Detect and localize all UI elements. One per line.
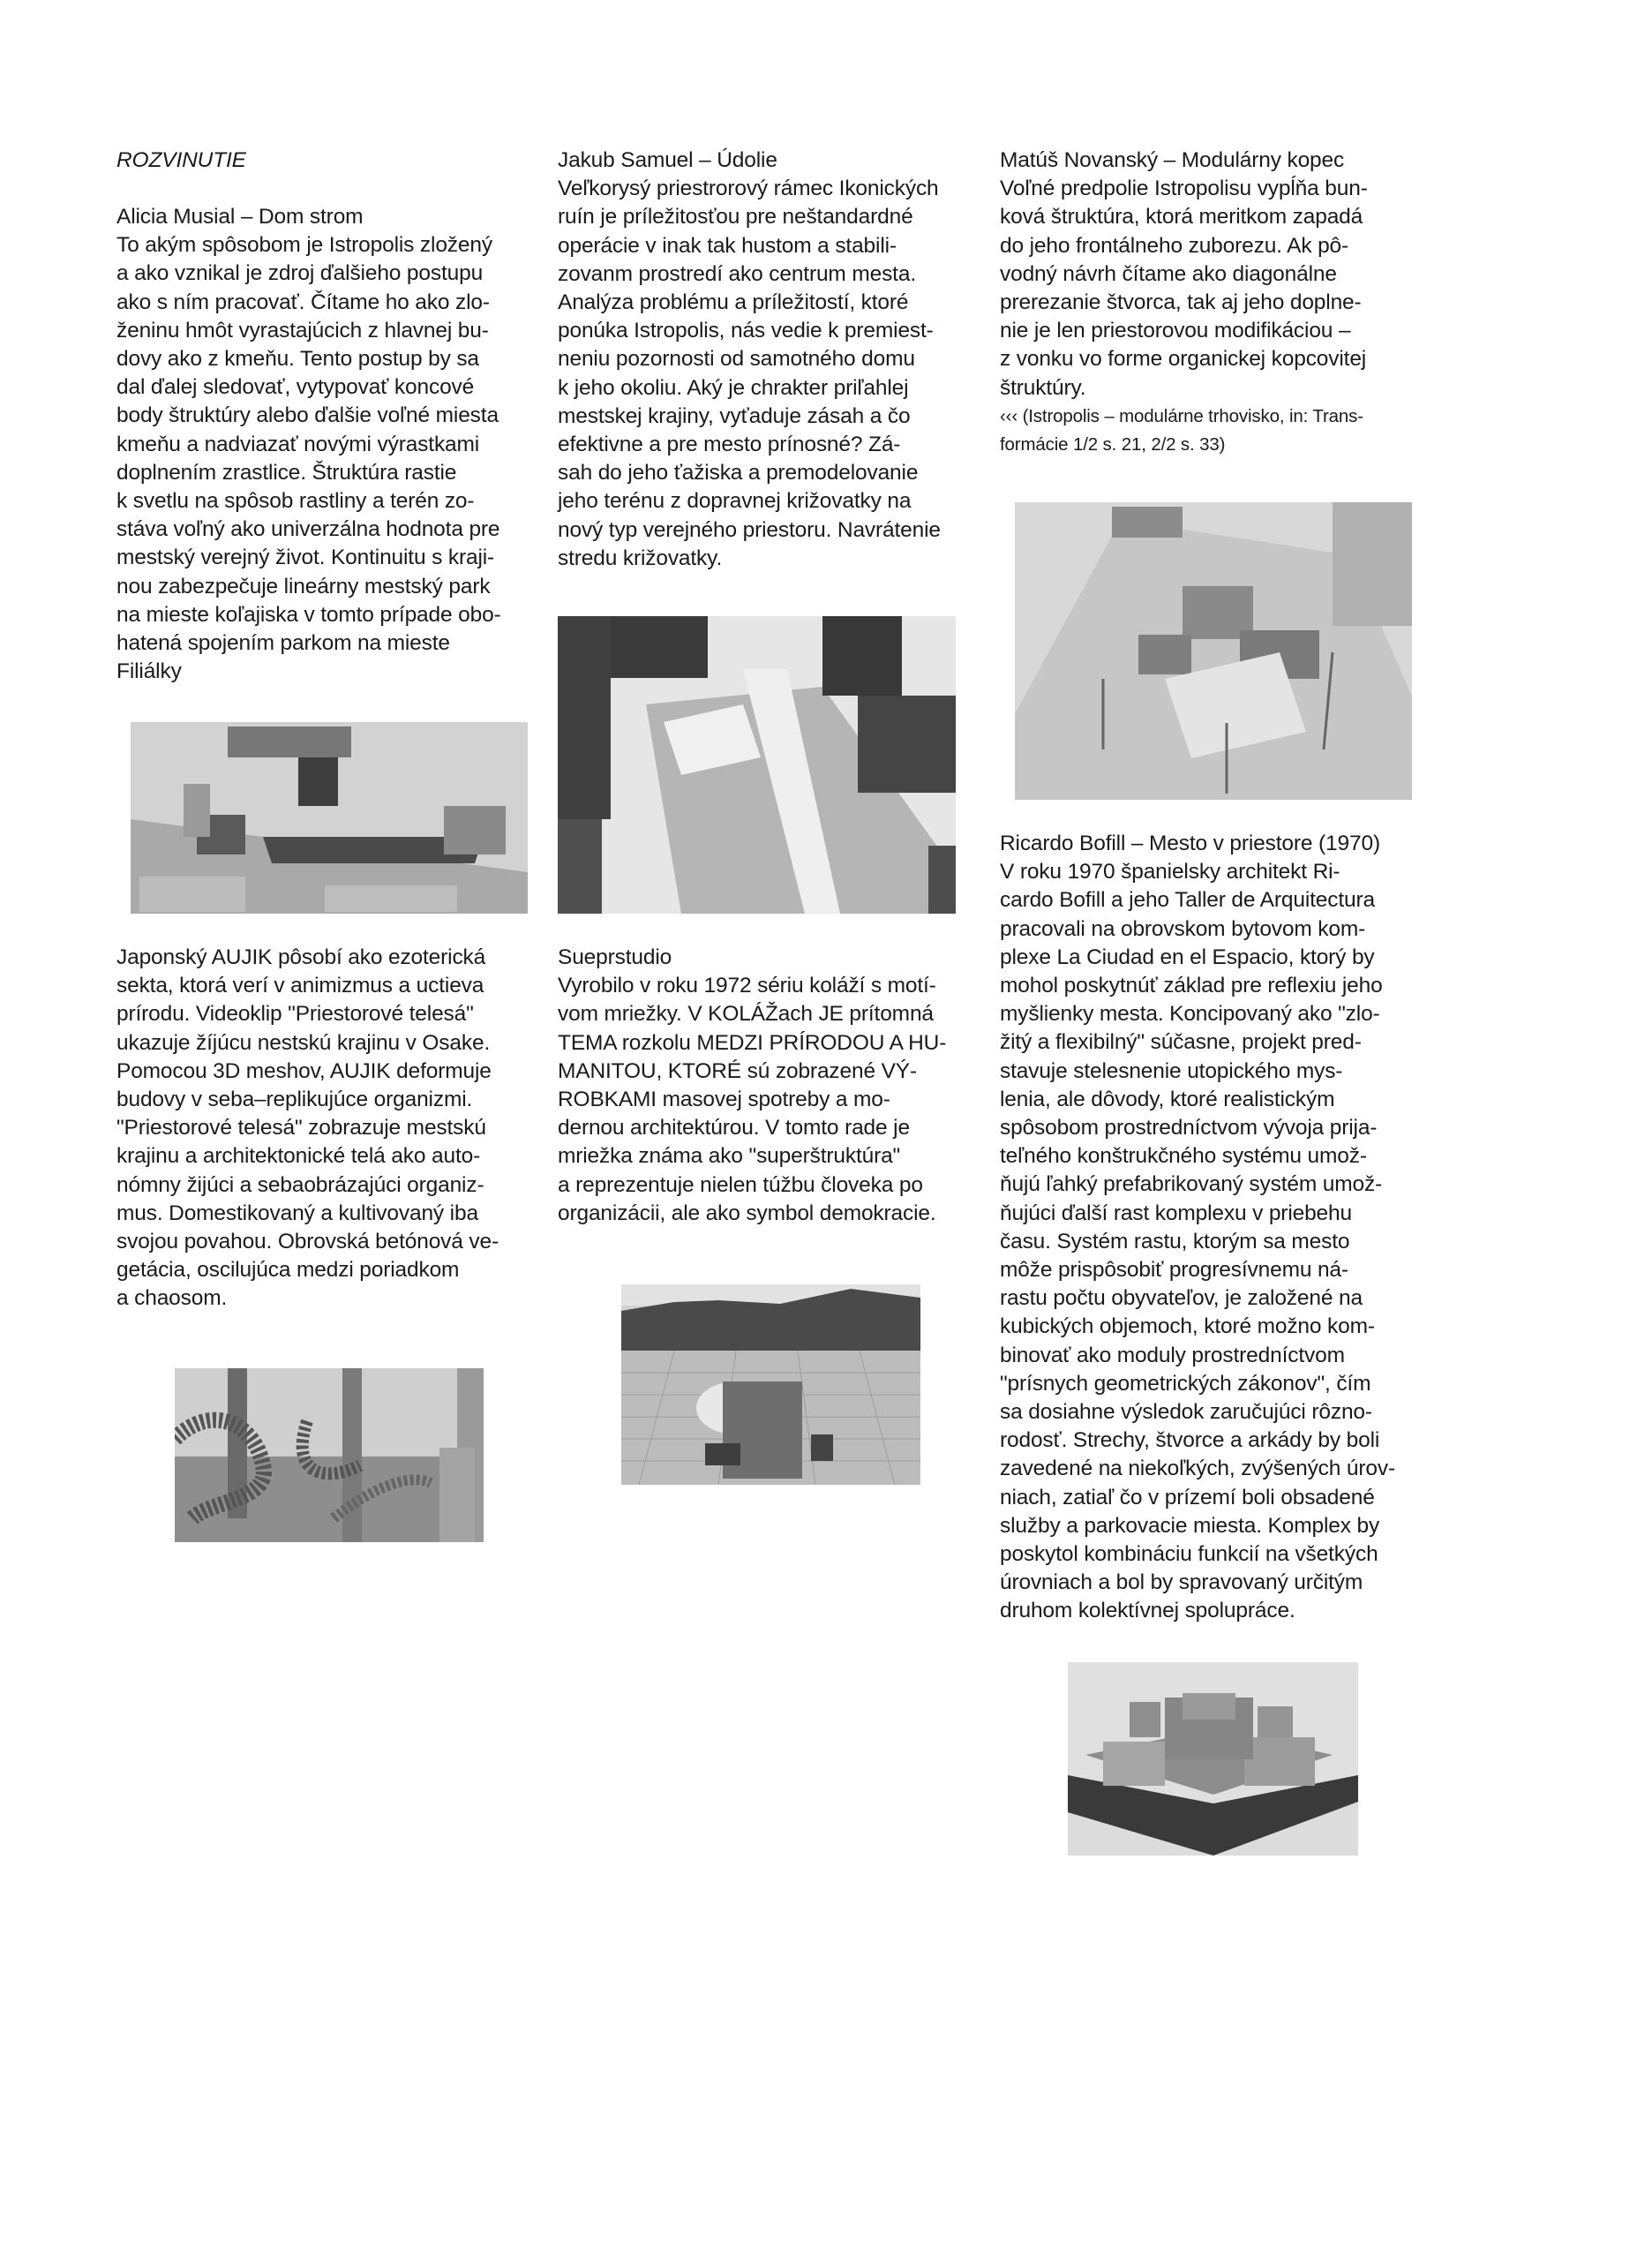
article-line: úrovniach a bol by spravovaný určitým: [1000, 1570, 1363, 1595]
article-line: ukazuje žíjúcu nestskú krajinu v Osake.: [116, 1030, 491, 1055]
article-line: rodosť. Strechy, štvorce a arkády by boli: [1000, 1428, 1380, 1453]
article-line: pracovali na obrovskom bytovom kom-: [1000, 916, 1366, 941]
article-line: ROBKAMI masovej spotreby a mo-: [558, 1088, 890, 1112]
article-line: dernou architektúrou. V tomto rade je: [558, 1116, 910, 1141]
article-line: stredu križovatky.: [558, 546, 723, 570]
figure-aujik-still: [175, 1368, 484, 1542]
article-line: vom mriežky. V KOLÁŽach JE prítomná: [558, 1002, 934, 1027]
article-line: a chaosom.: [116, 1286, 228, 1311]
article-line: ponúka Istropolis, nás vedie k premiest-: [558, 319, 934, 343]
article-line: operácie v inak tak hustom a stabili-: [558, 233, 897, 258]
reference-line: ‹‹‹ (Istropolis – modulárne trhovisko, in: Trans-: [1000, 405, 1363, 426]
article-line: plexe La Ciudad en el Espacio, ktorý by: [1000, 945, 1375, 969]
article-line: cardo Bofill a jeho Taller de Arquitectura: [1000, 888, 1375, 913]
article-line: niach, zatiaľ čo v prízemí boli obsadené: [1000, 1485, 1375, 1509]
article-line: TEMA rozkolu MEDZI PRÍRODOU A HU-: [558, 1030, 947, 1055]
article-line: myšlienky mesta. Koncipovaný ako "zlo-: [1000, 1002, 1380, 1027]
article-title: Matúš Novanský – Modulárny kopec: [1000, 148, 1345, 172]
modularny-kopec-model-photo-image: [1015, 502, 1412, 800]
article-line: doplnením zrastlice. Štruktúra rastie: [116, 460, 457, 485]
article-line: sa dosiahne výsledok zaručujúci rôzno-: [1000, 1400, 1372, 1425]
article-line: ženinu hmôt vyrastajúcich z hlavnej bu-: [116, 318, 489, 343]
article-line: teľného konštrukčného systému umož-: [1000, 1144, 1367, 1169]
article-line: Japonský AUJIK pôsobí ako ezoterická: [116, 945, 486, 969]
article-line: stáva voľný ako univerzálna hodnota pre: [116, 517, 500, 542]
article-line: "prísnych geometrických zákonov", čím: [1000, 1371, 1371, 1396]
article-line: žitý a flexibilný" súčasne, projekt pred-: [1000, 1030, 1362, 1055]
article-line: svojou povahou. Obrovská betónová ve-: [116, 1230, 499, 1254]
article-aujik: [116, 944, 499, 1314]
article-line: mohol poskytnúť základ pre reflexiu jeho: [1000, 974, 1383, 998]
article-title: Jakub Samuel – Údolie: [558, 148, 777, 172]
article-line: binovať ako moduly prostredníctvom: [1000, 1343, 1345, 1367]
article-line: poskytol kombináciu funkcií na všetkých: [1000, 1542, 1378, 1567]
article-line: druhom kolektívnej spolupráce.: [1000, 1599, 1295, 1623]
figure-dom-strom-render: [131, 722, 528, 914]
article-modularny-kopec: [1000, 147, 1368, 459]
article-line: nómny žijúci a sebaobrázajúci organiz-: [116, 1172, 484, 1197]
article-line: neniu pozornosti od samotného domu: [558, 347, 915, 372]
article-line: organizácii, ale ako symbol demokracie.: [558, 1201, 936, 1225]
article-line: ako s ním pracovať. Čítame ho ako zlo-: [116, 290, 490, 314]
article-dom-strom: [116, 203, 501, 686]
article-line: služby a parkovacie miesta. Komplex by: [1000, 1513, 1380, 1538]
article-line: hatená spojením parkom na mieste: [116, 631, 450, 656]
article-line: mriežka známa ako "superštruktúra": [558, 1144, 901, 1169]
article-line: Filiálky: [116, 659, 182, 684]
article-line: Veľkorysý priestrorový rámec Ikonických: [558, 177, 939, 201]
section-title: [116, 147, 246, 175]
article-line: ruín je príležitosťou pre neštandardné: [558, 205, 913, 230]
article-line: času. Systém rastu, ktorým sa mesto: [1000, 1229, 1350, 1253]
article-line: do jeho frontálneho zuborezu. Ak pô-: [1000, 233, 1349, 258]
article-line: nou zabezpečuje lineárny mestský park: [116, 574, 491, 599]
article-line: efektivne a pre mesto prínosné? Zá-: [558, 433, 901, 457]
article-line: môže prispôsobiť progresívnemu ná-: [1000, 1258, 1348, 1283]
figure-superstudio-collage: [621, 1284, 920, 1485]
figure-modularny-kopec-model-photo: [1015, 502, 1412, 800]
article-line: spôsobom prostredníctvom vývoja prija-: [1000, 1116, 1378, 1141]
article-line: prírodu. Videoklip "Priestorové telesá": [116, 1002, 474, 1027]
article-line: kmeňu a nadviazať novými výrastkami: [116, 432, 480, 456]
article-line: mestský verejný život. Kontinuitu s kraji-: [116, 546, 495, 570]
article-line: mus. Domestikovaný a kultivovaný iba: [116, 1201, 478, 1225]
article-line: mestskej krajiny, vyťaduje zásah a čo: [558, 403, 911, 428]
reference-line: formácie 1/2 s. 21, 2/2 s. 33): [1000, 434, 1226, 455]
section-title-text: ROZVINUTIE: [116, 148, 246, 172]
article-line: nie je len priestorovou modifikáciou –: [1000, 319, 1351, 343]
article-line: prerezanie štvorca, tak aj jeho doplne-: [1000, 290, 1362, 315]
article-line: krajinu a architektonické telá ako auto-: [116, 1144, 481, 1169]
udolie-model-photo-image: [558, 616, 956, 914]
article-line: sah do jeho ťažiska a premodelovanie: [558, 461, 919, 486]
article-line: "Priestorové telesá" zobrazuje mestskú: [116, 1116, 486, 1141]
article-line: MANITOU, KTORÉ sú zobrazené VÝ-: [558, 1058, 917, 1083]
article-line: V roku 1970 španielsky architekt Ri-: [1000, 860, 1340, 885]
article-line: ňujú ľahký prefabrikovaný systém umož-: [1000, 1172, 1383, 1197]
article-line: štruktúry.: [1000, 375, 1086, 400]
article-line: Pomocou 3D meshov, AUJIK deformuje: [116, 1058, 492, 1083]
article-line: a ako vznikal je zdroj ďalšieho postupu: [116, 261, 484, 286]
article-line: budovy v seba–replikujúce organizmi.: [116, 1088, 473, 1112]
article-superstudio: [558, 944, 946, 1228]
dom-strom-render-image: [131, 722, 528, 914]
article-line: k svetlu na spôsob rastliny a terén zo-: [116, 489, 475, 514]
article-line: getácia, oscilujúca medzi poriadkom: [116, 1258, 460, 1283]
article-line: lenia, ale dôvody, ktoré realistickým: [1000, 1087, 1335, 1111]
article-line: ňujúci ďalší rast komplexu v priebehu: [1000, 1201, 1352, 1225]
article-title: Alicia Musial – Dom strom: [116, 205, 364, 229]
article-line: Vyrobilo v roku 1972 sériu koláží s motí-: [558, 974, 936, 998]
superstudio-collage-image: [621, 1284, 920, 1485]
article-line: rastu počtu obyvateľov, je založené na: [1000, 1286, 1363, 1311]
article-line: vodný návrh čítame ako diagonálne: [1000, 261, 1337, 286]
article-line: a reprezentuje nielen túžbu človeka po: [558, 1172, 923, 1197]
bofill-model-photo-image: [1068, 1662, 1358, 1856]
article-line: dal ďalej sledovať, vytypovať koncové: [116, 375, 475, 400]
article-line: kubických objemoch, ktoré možno kom-: [1000, 1314, 1375, 1339]
article-line: na mieste koľajiska v tomto prípade obo-: [116, 602, 501, 627]
article-line: z vonku vo forme organickej kopcovitej: [1000, 347, 1367, 372]
aujik-still-image: [175, 1368, 484, 1542]
article-line: dovy ako z kmeňu. Tento postup by sa: [116, 347, 479, 372]
figure-bofill-model-photo: [1068, 1662, 1358, 1856]
article-line: zavedené na niekoľkých, zvýšených úrov-: [1000, 1457, 1395, 1481]
article-udolie: [558, 147, 941, 573]
article-line: Analýza problému a príležitostí, ktoré: [558, 290, 909, 315]
article-line: ková štruktúra, ktorá meritkom zapadá: [1000, 205, 1363, 230]
figure-udolie-model-photo: [558, 616, 956, 914]
article-line: body štruktúry alebo ďalšie voľné miesta: [116, 403, 499, 428]
article-bofill: [1000, 830, 1395, 1626]
article-line: Voľné predpolie Istropolisu vypĺňa bun-: [1000, 177, 1368, 201]
article-line: stavuje stelesnenie utopického mys-: [1000, 1058, 1343, 1083]
article-line: nový typ verejného priestoru. Navrátenie: [558, 517, 941, 542]
article-line: k jeho okoliu. Aký je chrakter priľahlej: [558, 375, 909, 400]
article-line: zovanm prostredí ako centrum mesta.: [558, 261, 916, 286]
article-line: To akým spôsobom je Istropolis zložený: [116, 233, 492, 258]
article-title: Sueprstudio: [558, 945, 672, 969]
article-line: jeho terénu z dopravnej križovatky na: [558, 489, 912, 514]
article-line: sekta, ktorá verí v animizmus a uctieva: [116, 974, 484, 998]
article-title: Ricardo Bofill – Mesto v priestore (1970): [1000, 832, 1380, 855]
